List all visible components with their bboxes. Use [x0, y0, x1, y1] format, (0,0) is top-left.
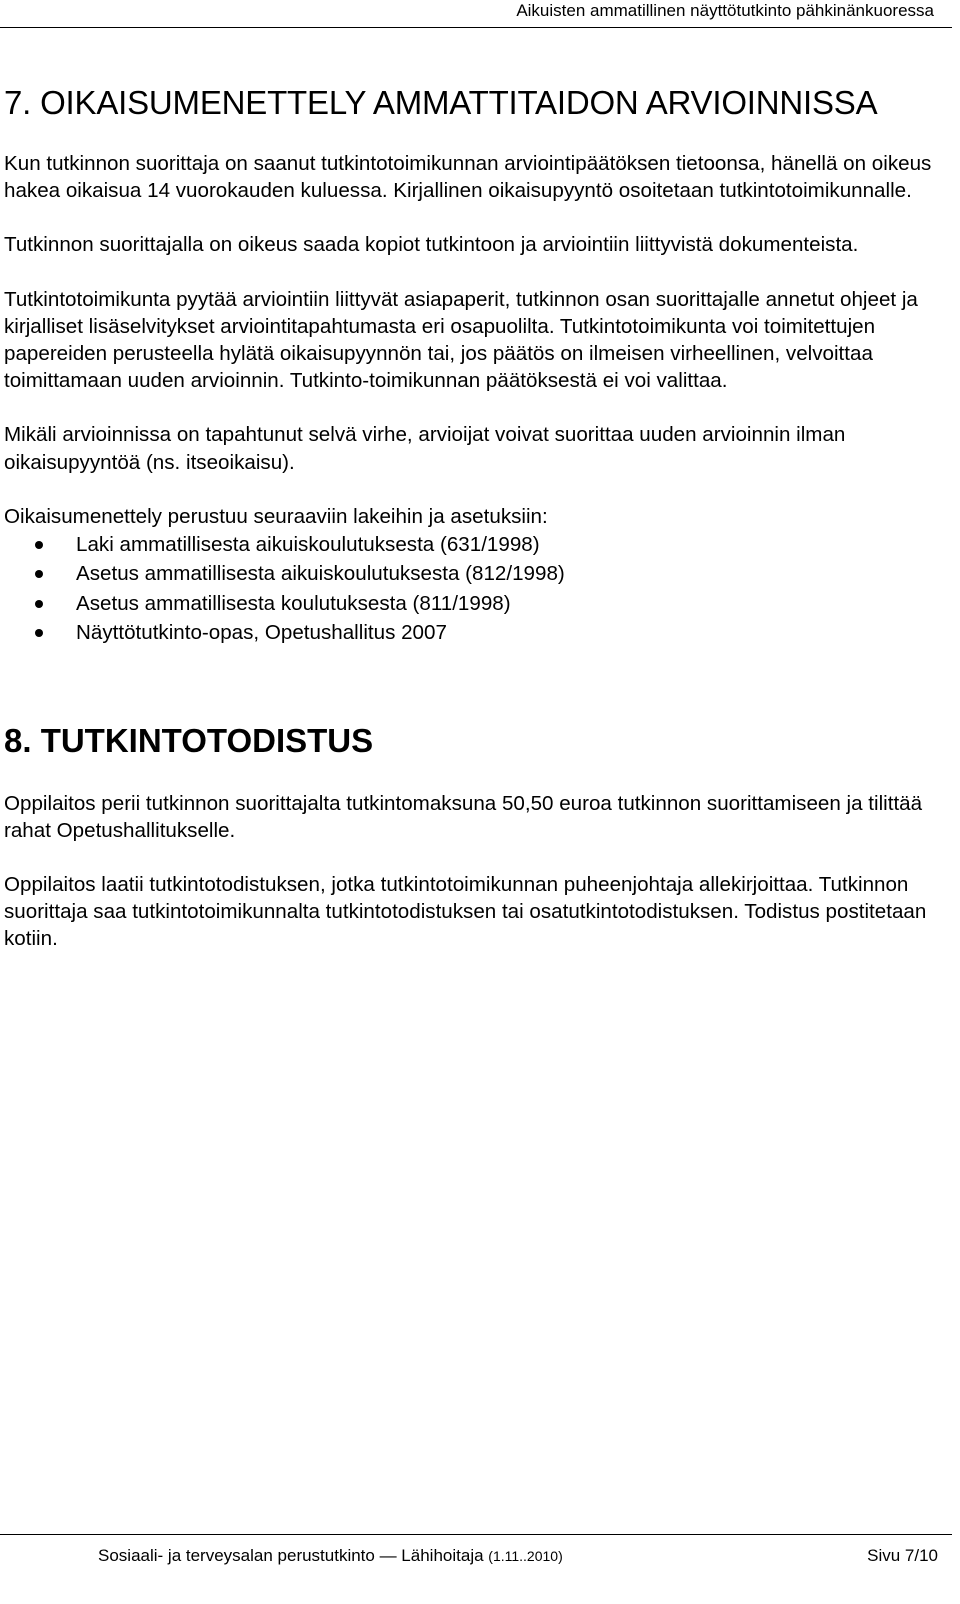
section-7-paragraph-3: Tutkintotoimikunta pyytää arviointiin liittyvät asiapaperit, tutkinnon osan suorittajalle annetut ohjeet ja kirjalliset lisäselvitykset arviointitapahtumasta eri osapuolilta. Tutkintotoimikunta voi toimitettujen papereiden perusteella hylätä oikaisupyynnön tai, jos päätös on ilmeisen virheellinen, velvoittaa toimittamaan uuden arvioinnin. Tutkinto-toimikunnan päätöksestä ei voi valittaa.: [4, 287, 918, 393]
bullet-icon: [35, 541, 43, 549]
list-item: [4, 530, 954, 559]
list-item-text: Asetus ammatillisesta aikuiskoulutuksesta (812/1998): [76, 562, 565, 586]
section-7-heading: 7. OIKAISUMENETTELY AMMATTITAIDON ARVIOINNISSA: [4, 84, 878, 121]
section-8-paragraph-2: Oppilaitos laatii tutkintotodistuksen, jotka tutkintotoimikunnan puheenjohtaja allekirjoittaa. Tutkinnon suorittaja saa tutkintotoimikunnalta tutkintotodistuksen tai osatutkintotodistuksen. Todistus postitetaan kotiin.: [4, 873, 927, 951]
bullet-icon: [35, 570, 43, 578]
list-item-text: Näyttötutkinto-opas, Opetushallitus 2007: [76, 621, 447, 645]
running-header: Aikuisten ammatillinen näyttötutkinto pähkinänkuoressa: [516, 1, 934, 20]
page-number: Sivu 7/10: [867, 1546, 938, 1565]
section-8-paragraph-1: Oppilaitos perii tutkinnon suorittajalta tutkintomaksuna 50,50 euroa tutkinnon suorittamiseen ja tilittää rahat Opetushallitukselle.: [4, 791, 923, 842]
footer-date: (1.11..2010): [488, 1548, 563, 1564]
section-7-paragraph-1: Kun tutkinnon suorittaja on saanut tutkintotoimikunnan arviointipäätöksen tietoonsa, hänellä on oikeus hakea oikaisua 14 vuorokauden kuluessa. Kirjallinen oikaisupyyntö osoitetaan tutkintotoimikunnalle.: [4, 152, 932, 203]
list-item: [4, 559, 954, 588]
legislation-list-intro: Oikaisumenettely perustuu seuraaviin lakeihin ja asetuksiin:: [4, 504, 548, 528]
section-8-heading: 8. TUTKINTOTODISTUS: [4, 721, 374, 759]
section-7-paragraph-2: Tutkinnon suorittajalla on oikeus saada kopiot tutkintoon ja arviointiin liittyvistä dokumenteista.: [4, 233, 859, 257]
footer-divider: [0, 1534, 952, 1535]
list-item-text: Asetus ammatillisesta koulutuksesta (811/1998): [76, 591, 511, 615]
list-item-text: Laki ammatillisesta aikuiskoulutuksesta (631/1998): [76, 533, 540, 557]
section-7-paragraph-4: Mikäli arvioinnissa on tapahtunut selvä virhe, arvioijat voivat suorittaa uuden arvioinnin ilman oikaisupyyntöä (ns. itseoikaisu).: [4, 423, 846, 474]
header-divider: [0, 27, 952, 28]
footer-document-title: [98, 1545, 563, 1567]
bullet-icon: [35, 629, 43, 637]
bullet-icon: [35, 600, 43, 608]
list-item: [4, 618, 954, 647]
page-body: [4, 78, 954, 980]
legislation-list: [4, 530, 954, 648]
footer-title-text: Sosiaali- ja terveysalan perustutkinto — Lähihoitaja: [98, 1546, 484, 1565]
list-item: [4, 589, 954, 618]
